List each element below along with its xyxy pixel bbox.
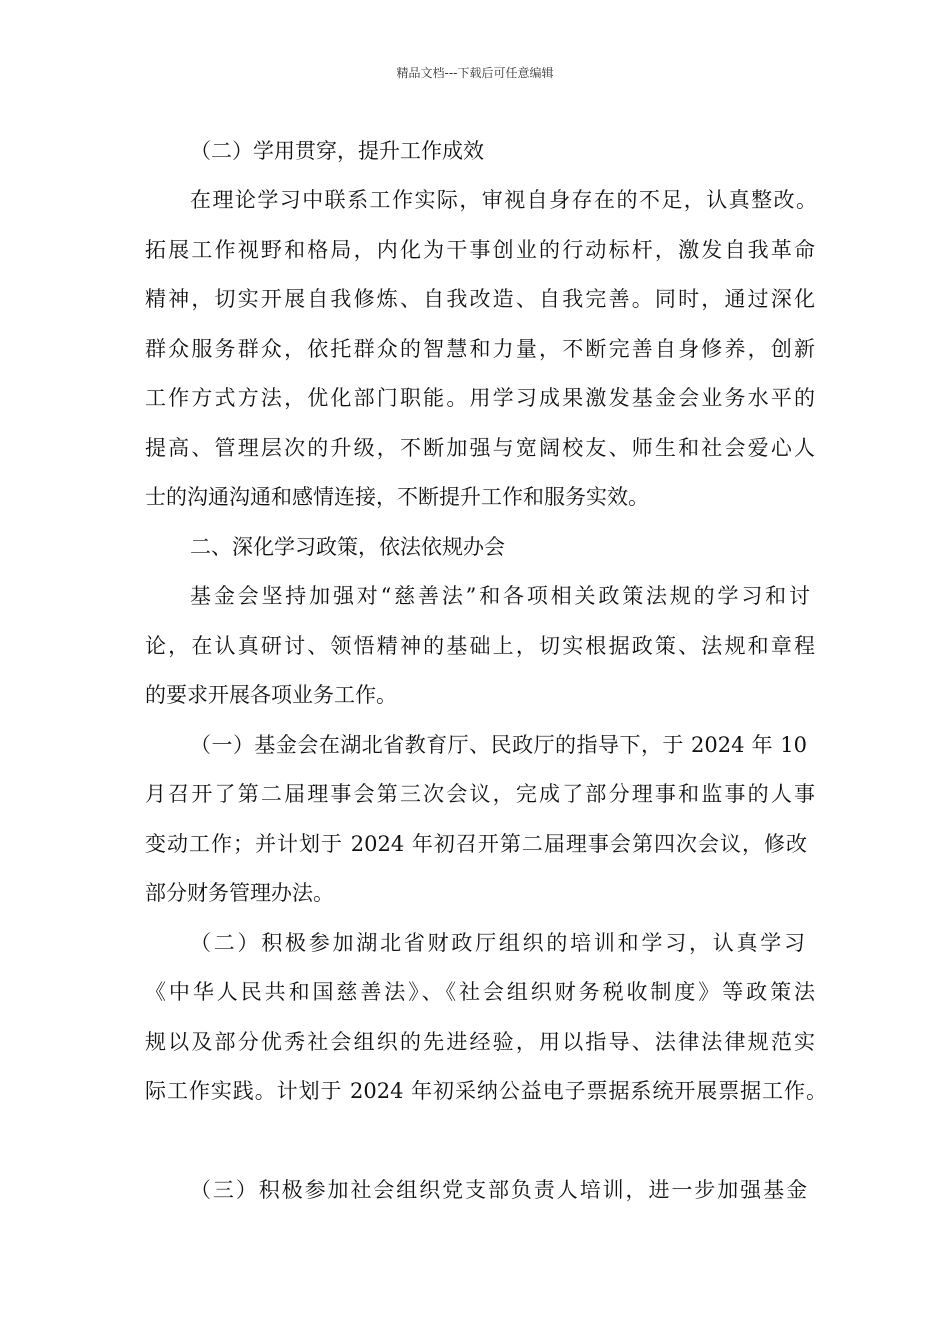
paragraph-line: （一）基金会在湖北省教育厅、民政厅的指导下，于 2024 年 10 [190,733,807,757]
paragraph-line: 际工作实践。计划于 2024 年初采纳公益电子票据系统开展票据工作。 [145,1079,827,1103]
subheading-2: （二）学用贯穿，提升工作成效 [190,139,484,163]
section-heading-2: 二、深化学习政策，依法依规办会 [190,535,505,559]
paragraph-line: 工作方式方法，优化部门职能。用学习成果激发基金会业务水平的 [145,386,815,410]
paragraph-line: 《中华人民共和国慈善法》、《社会组织财务税收制度》等政策法 [145,980,815,1004]
paragraph-line: 在理论学习中联系工作实际，审视自身存在的不足，认真整改。 [190,188,817,212]
paragraph-line: 月召开了第二届理事会第三次会议，完成了部分理事和监事的人事 [145,782,815,806]
paragraph-line: （三）积极参加社会组织党支部负责人培训，进一步加强基金 [190,1178,807,1202]
paragraph-line: 的要求开展各项业务工作。 [145,683,397,707]
paragraph-line: 规以及部分优秀社会组织的先进经验，用以指导、法律法律规范实 [145,1030,815,1054]
paragraph-line: 论，在认真研讨、领悟精神的基础上，切实根据政策、法规和章程 [145,634,815,658]
paragraph-line: （二）积极参加湖北省财政厅组织的培训和学习，认真学习 [190,931,805,955]
paragraph-line: 变动工作；并计划于 2024 年初召开第二届理事会第四次会议，修改 [145,832,807,856]
paragraph-line: 士的沟通沟通和感情连接，不断提升工作和服务实效。 [145,485,649,509]
paragraph-line: 精神，切实开展自我修炼、自我改造、自我完善。同时，通过深化 [145,287,815,311]
paragraph-line: 基金会坚持加强对“慈善法”和各项相关政策法规的学习和讨 [190,584,810,608]
paragraph-line: 提高、管理层次的升级，不断加强与宽阔校友、师生和社会爱心人 [145,436,815,460]
paragraph-line: 拓展工作视野和格局，内化为干事创业的行动标杆，激发自我革命 [145,238,815,262]
page-header: 精品文档---下载后可任意编辑 [396,66,554,80]
paragraph-line: 部分财务管理办法。 [145,881,334,905]
paragraph-line: 群众服务群众，依托群众的智慧和力量，不断完善自身修养，创新 [145,337,815,361]
